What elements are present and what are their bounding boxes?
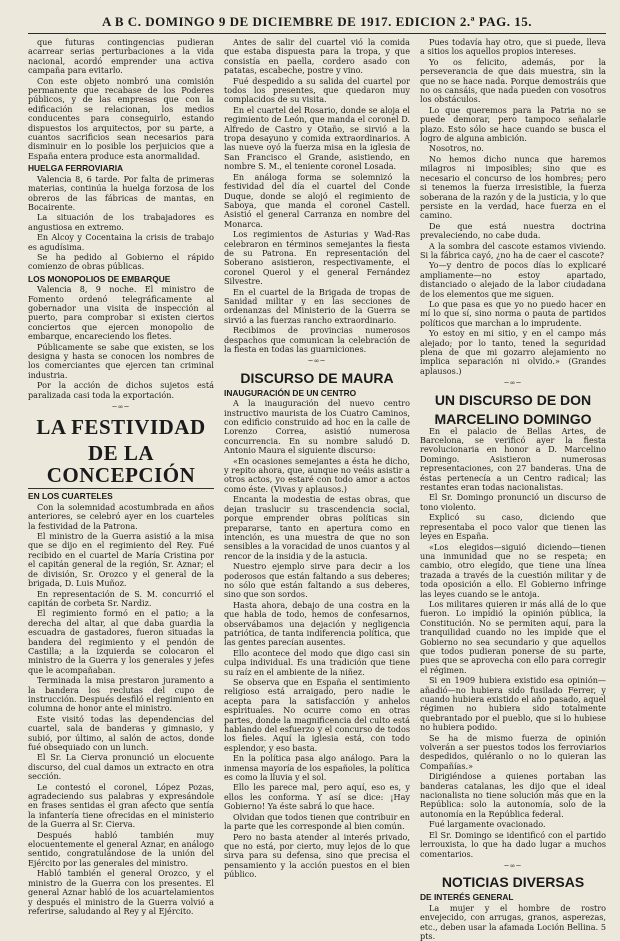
paragraph: Con la solemnidad acostumbrada en años anteriores, se celebró ayer en los cuarteles la festividad de la Patrona. bbox=[28, 501, 214, 531]
running-header: A B C. DOMINGO 9 DE DICIEMBRE DE 1917. EDICION 2.ª PAG. 15. bbox=[28, 14, 606, 34]
paragraph: Dirigiéndose a quienes portaban las banderas catalanas, les dijo que el ideal nacionalista no tiene solución más que en la República: solo la autonomía, solo de la autonomía en la República federal. bbox=[420, 771, 606, 819]
paragraph: En el cuartel de la Brigada de tropas de Sanidad militar y en las secciones de ordenanzas del Ministerio de la Guerra se sirvió a las fuerzas rancho extraordinario. bbox=[224, 286, 410, 325]
paragraph: En Alcoy y Cocentaina la crisis de trabajo es agudísima. bbox=[28, 232, 214, 252]
paragraph: Se ha pedido al Gobierno el rápido comienzo de obras públicas. bbox=[28, 251, 214, 272]
headline-domingo-line2: MARCELINO DOMINGO bbox=[434, 410, 592, 427]
cuarteles-continued-paragraphs bbox=[224, 38, 410, 354]
paragraph: El ministro de la Guerra asistió a la misa que se dijo en el regimiento del Rey. Fué recibido en el cuartel de María Cristina por el capitán general de la región, Sr. Aznar; el de división, Sr. Orozco y el general de la brigada, D. Luis Muñoz. bbox=[28, 531, 214, 589]
paragraph: «En ocasiones semejantes a ésta he dicho, y repito ahora, que, aunque no veáis asistir a otros actos, yo estaré con todo amor a actos como éste. (Vivas y aplausos.) bbox=[224, 455, 410, 494]
paragraph: En la política pasa algo análogo. Para la inmensa mayoría de los españoles, la política es como la lluvia y el sol. bbox=[224, 753, 410, 783]
headline-domingo-line1: UN DISCURSO DE DON bbox=[434, 391, 592, 408]
section-separator: ─∞─ bbox=[504, 861, 522, 870]
section-title-monopolios: LOS MONOPOLIOS DE EMBARQUE bbox=[28, 273, 171, 284]
paragraph: El Sr. Domingo se identificó con el partido lerrouxista, lo que ha dado lugar a muchos comentarios. bbox=[420, 829, 606, 859]
paragraph: Habló también el general Orozco, y el ministro de la Guerra con los presentes. El general Aznar habló de los acuartelamientos y después el ministro de la Guerra volvió a referirse, saludando al Rey y al Ejército. bbox=[28, 868, 214, 916]
paragraph: Los militares quieren ir más allá de lo que fueron. Lo impidió la opinión pública, la Constitución. No se permiten aquí, para la tranquilidad cuando no les impide que el Gobierno no sea secundario y que aquellos que todos pudieran ponerse de su parte, pues que se aprovecha con ello para corregir el régimen. bbox=[420, 598, 606, 675]
paragraph: Si en 1909 hubiera existido esa opinión—añadió—no hubiera sido fusilado Ferrer, y cuando hubiera existido el año pasado, aquel régimen no hubiera sido totalmente quebrantado por el pueblo, que si lo hubiese no hubiera podido. bbox=[420, 675, 606, 733]
paragraph: Fué largamente ovacionado. bbox=[429, 819, 546, 830]
paragraph: Ello les parece mal, pero aquí, eso es, y ellos les conforma. Y así se dice: ¡Hay Gobierno! Ya éste sabrá lo que hace. bbox=[224, 782, 410, 812]
paragraph: Explicó su caso, diciendo que representaba el poco valor que tienen las leyes en España. bbox=[420, 512, 606, 542]
paragraph: Después habló también muy elocuentemente el general Aznar, en análogo sentido, congratulándose de la unión del Ejército por las generales del ministro. bbox=[28, 829, 214, 868]
intro-paragraphs bbox=[28, 38, 214, 161]
paragraph: Con este objeto nombró una comisión permanente que recabase de los Poderes públicos, y de las empresas que con la edificación se relacionan, los medios conducentes para conseguirlo, estando dispuestos los arquitectos, por su parte, a cuantos sacrificios sean necesarios para disminuir en lo posible los perjuicios que a España entera produce esta anormalidad. bbox=[28, 75, 214, 161]
section-separator: ─∞─ bbox=[112, 403, 130, 412]
paragraph: Nuestro ejemplo sirve para decir a los poderosos que están faltando a sus deberes; no sólo que están faltando a sus deberes, sino que son sordos. bbox=[224, 561, 410, 600]
paragraph: En representación de S. M. concurrió el capitán de corbeta Sr. Nardiz. bbox=[28, 588, 214, 608]
section-title-huelga: HUELGA FERROVIARIA bbox=[28, 163, 124, 174]
maura-continued-paragraphs bbox=[420, 38, 606, 376]
domingo-paragraphs bbox=[420, 427, 606, 859]
maura-paragraphs bbox=[224, 399, 410, 879]
paragraph: Pues todavía hay otro, que si puede, lleva a sitios los aquellos propios intereses. bbox=[420, 37, 606, 57]
paragraph: Hasta ahora, debajo de una costra en la que habla de todo, hemos de confesarnos, observábamos una dejación y negligencia patriótica, de tanta indiferencia política, que las gentes parecían ausentes. bbox=[224, 599, 410, 648]
column-3 bbox=[420, 37, 606, 941]
paragraph: Lo que pasa es que yo no puedo hacer en mí lo que sí, sino norma o pauta de partidos políticos que marchan a lo imprudente. bbox=[420, 298, 606, 328]
paragraph: Ello acontece del modo que digo casi sin culpa individual. Es una tradición que tiene su raíz en el ambiente de la niñez. bbox=[224, 647, 410, 677]
monopolios-paragraphs bbox=[28, 285, 214, 400]
paragraph: En análoga forma se solemnizó la festividad del día el cuartel del Conde Duque, donde se alojó el regimiento de Saboya, que manda el coronel Castell. Asistió el general Carranza en nombre del Monarca. bbox=[224, 171, 410, 229]
paragraph: Le contestó el coronel, López Pozas, agradeciendo sus palabras y expresándole en frases sentidas el gran afecto que sentía la infantería tiene ofrecidas en el ministerio de la Guerra al Sr. Cierva. bbox=[28, 781, 214, 830]
cuarteles-paragraphs bbox=[28, 503, 214, 916]
headline-festividad-line1: LA FESTIVIDAD bbox=[36, 415, 206, 440]
paragraph: Se observa que en España el sentimiento religioso está arraigado, pero nadie le acepta para la satisfacción y anhelos espirituales. No ocurre como en otras partes, donde la magnificencia del culto está hablando del esfuerzo y el concurso de todos los fieles. Aquí la iglesia está, con todo esplendor, y eso basta. bbox=[224, 677, 410, 753]
headline-maura: DISCURSO DE MAURA bbox=[240, 369, 394, 386]
paragraph: Recibimos de provincias numerosos despachos que comunican la celebración de la fiesta en todas las guarniciones. bbox=[224, 325, 410, 354]
subheading-noticias: DE INTERÉS GENERAL bbox=[420, 892, 514, 903]
column-2 bbox=[224, 38, 410, 878]
paragraph: La situación de los trabajadores es angustiosa en extremo. bbox=[28, 212, 214, 232]
subheading-maura: INAUGURACIÓN DE UN CENTRO bbox=[224, 387, 357, 398]
paragraph: A la inauguración del nuevo centro instructivo maurista de los Cuatro Caminos, con edificio construido ad hoc en la calle de Lorenzo Correa, asistió numerosa concurrencia. En su nombre saludó D. Antonio Maura el siguiente discurso: bbox=[224, 398, 410, 456]
paragraph: Pero no basta atender al interés privado, que no está, por cierto, muy lejos de lo que sirva para su defensa, sino que precisa el pensamiento y la acción puestos en el bien público. bbox=[224, 831, 410, 880]
paragraph: Públicamente se sabe que existen, se los designa y hasta se conocen los nombres de los comerciantes que ejercen tan criminal industria. bbox=[28, 341, 214, 380]
paragraph: Fué despedido a su salida del cuartel por todos los presentes, que quedaron muy complacidos de su visita. bbox=[224, 75, 410, 105]
paragraph: Se ha de mismo fuerza de opinión volverán a ser puestos todos los ferroviarios despedidos, quiéranlo o no lo quieran las Compañías.» bbox=[420, 732, 606, 771]
paragraph: Yo estoy en mi sitio, y en el campo más alejado; por lo tanto, tened la seguridad plena de que mi gozarro alejamiento no implica separación ni olvido.» (Grandes aplausos.) bbox=[420, 328, 606, 376]
paragraph: Lo que queremos para la Patria no se puede demorar, pero tampoco señalarle plazo. Esto sólo se hace cuando se busca el logro de alguna ambición. bbox=[420, 104, 606, 144]
section-separator: ─∞─ bbox=[308, 357, 326, 366]
columns bbox=[28, 37, 606, 941]
paragraph: Encanta la modestia de estas obras, que dejan traslucir su trascendencia social, porque emprender obras políticas sin prepararse, tanto en apertura como en intención, es una muestra de que no son sensibles a la voracidad de unos cuantos y al rencor de la insidia y de la astucia. bbox=[224, 494, 410, 561]
paragraph: De que está nuestra doctrina prevaleciendo, no cabe duda. bbox=[420, 220, 606, 241]
huelga-paragraphs bbox=[28, 175, 214, 272]
paragraph: «Los elegidos—siguió diciendo—tienen una inmunidad que no se respeta; en cambio, otro elegido, que tiene una línea trazada a través de la cuestión militar y de toda oposición a ello. El Gobierno infringe las leyes cuando se le antoja. bbox=[420, 541, 606, 599]
subheading-cuarteles: EN LOS CUARTELES bbox=[28, 491, 113, 502]
paragraph: Valencia 8, 6 tarde. Por falta de primeras materias, continúa la huelga forzosa de los obreros de las fábricas de mantas, en Bocairente. bbox=[28, 173, 214, 212]
paragraph: Por la acción de dichos sujetos está paralizada casi toda la exportación. bbox=[28, 380, 214, 400]
noticias-paragraphs bbox=[420, 904, 606, 941]
paragraph: Yo—y dentro de pocos días lo explicaré ampliamente—no estoy apartado, distanciado o alejado de la labor ciudadana de los elementos que me siguen. bbox=[420, 260, 606, 299]
headline-noticias: NOTICIAS DIVERSAS bbox=[441, 874, 585, 891]
paragraph: Los regimientos de Asturias y Wad-Ras celebraron en términos semejantes la fiesta de su Patrona. En representación del Soberano asistieron, respectivamente, el coronel Querol y el general Fernández Silvestre. bbox=[224, 229, 410, 287]
paragraph: El Sr. La Cierva pronunció un elocuente discurso, del cual damos un extracto en otra sección. bbox=[28, 752, 214, 782]
paragraph: La mujer y el hombre de rostro envejecido, con arrugas, granos, asperezas, etc., deben usar la afamada Loción Bellina. 5 pts. bbox=[420, 902, 606, 941]
paragraph: Valencia 8, 9 noche. El ministro de Fomento ordenó telegráficamente al gobernador una visita de inspección al puerto, para comprobar si existen ciertos conciertos que ejercen monopolio de embarque, encareciendo los fletes. bbox=[28, 284, 214, 342]
paragraph: El regimiento formó en el patio; a la derecha del altar, al que daba guardia la escuadra de gastadores, fueron situadas la bandera del regimiento y el pendón de Castilla; a la izquierda se colocaron el ministro de la Guerra y los generales y jefes que le acompañaban. bbox=[28, 608, 214, 675]
paragraph: El Sr. Domingo pronunció un discurso de tono violento. bbox=[420, 492, 606, 512]
column-1 bbox=[28, 37, 214, 916]
paragraph: Antes de salir del cuartel vió la comida que estaba dispuesta para la tropa, y que consistía en paella, cordero asado con patatas, escabeche, postre y vino. bbox=[224, 37, 410, 76]
paragraph: Olvidan que todos tienen que contribuir en la parte que les corresponde al bien común. bbox=[224, 811, 410, 832]
section-separator: ─∞─ bbox=[504, 379, 522, 388]
paragraph: Terminada la misa prestaron juramento a la bandera los reclutas del cupo de instrucción. Después desfiló el regimiento en columna de honor ante el ministro. bbox=[28, 675, 214, 714]
paragraph: Yo os felicito, además, por la perseverancia de que dais muestra, sin la que no se hace nada. Porque demostráis que no os cansáis, que nada pueden con vosotros los obstáculos. bbox=[420, 56, 606, 105]
paragraph: que futuras contingencias pudieran acarrear serias perturbaciones a la vida nacional, acordó emprender una activa campaña para evitarlo. bbox=[28, 37, 214, 76]
paragraph: En el cuartel del Rosario, donde se aloja el regimiento de León, que manda el coronel D. Alfredo de Castro y Otaño, se sirvió a la tropa desayuno y comida extraordinarios. A las nueve oyó la fuerza misa en la iglesia de San Francisco el Grande, asistiendo, en nombre S. M., el teniente coronel Losada. bbox=[224, 104, 410, 172]
paragraph: No hemos dicho nunca que haremos milagros ni imposibles; sino que es necesario el concurso de los hombres; pero si tenemos la fuerza irresistible, la fuerza soberana de la razón y de la justicia, y lo que persiste en la verdad, hace fuerza en el camino. bbox=[420, 153, 606, 221]
headline-festividad-line2: DE LA CONCEPCIÓN bbox=[28, 442, 214, 489]
paragraph: Este visitó todas las dependencias del cuartel, sala de banderas y gimnasio, y subió, por último, al salón de actos, donde fué obsequiado con un lunch. bbox=[28, 713, 214, 752]
paragraph: A la sombra del cascote estamos viviendo. Si la fábrica cayó, ¿no ha de caer el cascote? bbox=[420, 240, 606, 260]
paragraph: En el palacio de Bellas Artes, de Barcelona, se verificó ayer la fiesta revolucionaria en honor a D. Marcelino Domingo. Asistieron numerosas representaciones, con 27 banderas. Una de éstas pertenecía a un Centro radical; las restantes eran todas nacionalistas. bbox=[420, 425, 606, 493]
paragraph: Nosotros, no. bbox=[429, 143, 484, 154]
